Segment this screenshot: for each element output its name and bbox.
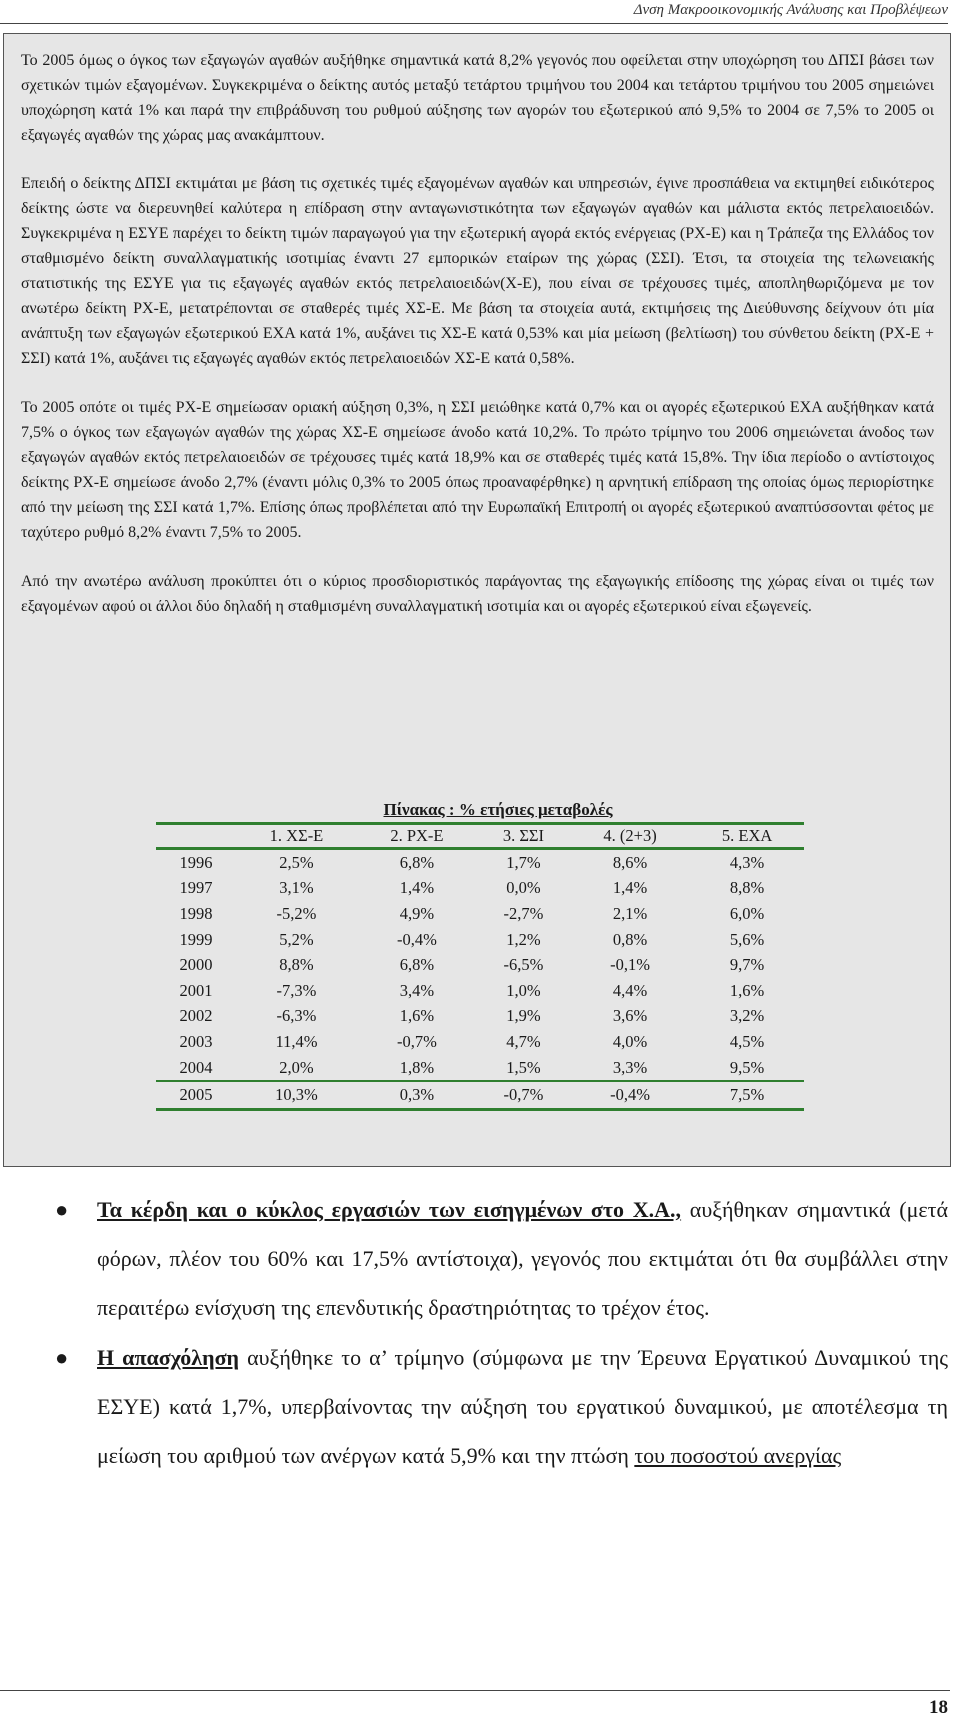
- table-header-cell: 4. (2+3): [603, 826, 657, 845]
- bullet-text: αυξήθηκαν σημαντικά (μετά φόρων, πλέον του 60% και 17,5% αντίστοιχα), γεγονός που εκτιμάται ότι θα συμβάλλει στην περαιτέρω ενίσχυση της επενδυτικής δραστηριότητας το τρέχον έτος.: [97, 1197, 948, 1320]
- table-row: [156, 1081, 804, 1109]
- annual-changes-table: [156, 822, 804, 1111]
- table-cell: -0,1%: [610, 955, 650, 975]
- table-cell: 4,4%: [612, 980, 648, 1000]
- table-cell: 8,8%: [729, 878, 765, 898]
- table-cell: 1,4%: [612, 878, 648, 898]
- bullet-item-employment: [55, 1333, 948, 1480]
- table-year-cell: 1996: [179, 852, 213, 872]
- table-year-cell: 2001: [179, 980, 213, 1000]
- table-cell: 3,3%: [612, 1057, 648, 1077]
- table-year-cell: 2000: [179, 955, 213, 975]
- table-cell: 3,2%: [729, 1006, 765, 1026]
- table-cell: 4,7%: [506, 1031, 541, 1051]
- table-cell: -0,4%: [396, 929, 437, 949]
- table-cell: 5,2%: [279, 929, 314, 949]
- table-row: [156, 876, 804, 902]
- table-cell: -0,7%: [396, 1031, 437, 1051]
- table-row: [156, 978, 804, 1004]
- bullet-list: [55, 1185, 948, 1481]
- table-cell: 7,5%: [729, 1085, 765, 1105]
- table-cell: 1,6%: [399, 1006, 435, 1026]
- table-cell: -6,5%: [503, 955, 544, 975]
- table-cell: 4,9%: [399, 903, 435, 923]
- table-cell: 1,8%: [399, 1057, 435, 1077]
- table-cell: 8,8%: [279, 955, 314, 975]
- footer-divider: [0, 1690, 950, 1691]
- table-cell: 4,5%: [729, 1031, 765, 1051]
- table-cell: 4,0%: [612, 1031, 648, 1051]
- bullet-dot-icon: ●: [55, 1345, 69, 1370]
- page-number: 18: [929, 1697, 948, 1718]
- table-cell: 9,5%: [729, 1057, 765, 1077]
- table-cell: 8,6%: [612, 852, 648, 872]
- table-cell: -0,7%: [503, 1085, 544, 1105]
- table-cell: -7,3%: [276, 980, 317, 1000]
- table-cell: 1,2%: [506, 929, 541, 949]
- table-row: [156, 849, 804, 876]
- table-year-cell: 1998: [179, 903, 213, 923]
- annual-changes-table-block: [156, 798, 804, 1111]
- table-cell: 1,5%: [506, 1057, 541, 1077]
- table-cell: 0,0%: [506, 878, 541, 898]
- table-row: [156, 1029, 804, 1055]
- box-paragraph-1: Το 2005 όμως ο όγκος των εξαγωγών αγαθών αυξήθηκε σημαντικά κατά 8,2% γεγονός που οφείλεται στην υποχώρηση του ΔΠΣΙ βάσει των σχετικών τιμών εξαγομένων. Συγκεκριμένα ο δείκτης αυτός μεταξύ τετάρτου τριμήνου του 2004 και τετάρτου τριμήνου του 2005 σημειώνει υποχώρηση κατά 1% και παρά την επιβράδυνση του ρυθμού αύξησης των αγορών του εξωτερικού από 9,5% το 2004 σε 7,5% το 2005 οι εξαγωγές αγαθών της χώρας μας ανακάμπτουν.: [21, 52, 934, 144]
- table-cell: -5,2%: [276, 903, 317, 923]
- table-cell: 3,1%: [279, 878, 314, 898]
- table-row: [156, 1055, 804, 1082]
- table-cell: 3,4%: [399, 980, 435, 1000]
- table-cell: 6,0%: [729, 903, 765, 923]
- table-cell: 2,0%: [279, 1057, 314, 1077]
- table-cell: -2,7%: [503, 903, 544, 923]
- table-cell: 6,8%: [399, 955, 435, 975]
- bullet-heading: Τα κέρδη και ο κύκλος εργασιών των εισηγμένων στο Χ.Α.,: [97, 1197, 682, 1222]
- table-cell: 5,6%: [729, 929, 765, 949]
- table-cell: 2,1%: [612, 903, 648, 923]
- table-cell: 1,4%: [399, 878, 435, 898]
- bullet-heading: Η απασχόληση: [97, 1345, 240, 1370]
- table-header-cell: 3. ΣΣΙ: [502, 826, 545, 845]
- table-cell: 11,4%: [275, 1031, 318, 1051]
- table-header-cell: 1. ΧΣ-Ε: [269, 826, 324, 845]
- box-paragraph-4: Από την ανωτέρω ανάλυση προκύπτει ότι ο κύριος προσδιοριστικός παράγοντας της εξαγωγικής επίδοσης της χώρας είναι οι τιμές των εξαγομένων αφού οι άλλοι δύο δηλαδή η σταθμισμένη συναλλαγματική ισοτιμία και οι αγορές εξωτερικού είναι εξωγενείς.: [21, 573, 934, 615]
- table-cell: 2,5%: [279, 852, 314, 872]
- table-row: [156, 1004, 804, 1030]
- table-header-cell: 2. ΡΧ-Ε: [390, 826, 444, 845]
- table-year-cell: 1999: [179, 929, 213, 949]
- table-cell: 0,3%: [399, 1085, 435, 1105]
- table-cell: 0,8%: [612, 929, 648, 949]
- header-divider: [0, 23, 948, 24]
- table-header-cell: 5. ΕΧΑ: [721, 826, 773, 845]
- running-header: Δνση Μακροοικονομικής Ανάλυσης και Προβλέψεων: [633, 2, 948, 18]
- table-cell: 4,3%: [729, 852, 765, 872]
- table-header-year: [156, 824, 236, 849]
- table-cell: 1,7%: [506, 852, 541, 872]
- bullet-text: αυξήθηκε το α’ τρίμηνο (σύμφωνα με την Έρευνα Εργατικού Δυναμικού της ΕΣΥΕ) κατά 1,7%, υπερβαίνοντας την αύξηση του εργατικού δυναμικού, με αποτέλεσμα τη μείωση του αριθμού των ανέργων κατά 5,9% και την πτώση: [97, 1345, 948, 1468]
- box-paragraph-3: Το 2005 οπότε οι τιμές ΡΧ-Ε σημείωσαν οριακή αύξηση 0,3%, η ΣΣΙ μειώθηκε κατά 0,7% και οι αγορές εξωτερικού ΕΧΑ αυξήθηκαν κατά 7,5% ο όγκος των εξαγωγών αγαθών της χώρας ΧΣ-Ε σημείωσε άνοδο κατά 10,2%. Το πρώτο τρίμηνο του 2006 σημειώνεται άνοδος των εξαγωγών αγαθών εκτός πετρελαιοειδών σε τρέχουσες τιμές κατά 18,9% και σε σταθερές τιμές κατά 15,8%. Την ίδια περίοδο ο αντίστοιχος δείκτης ΡΧ-Ε σημείωσε άνοδο 2,7% (έναντι μόλις 0,3% το 2005 όπως προαναφέρθηκε) η αρνητική επίδραση της οποίας όμως περιορίστηκε από την μείωση της ΣΣΙ κατά 1,7%. Επίσης όπως προβλέπεται από την Ευρωπαϊκή Επιτροπή οι αγορές εξωτερικού αναπτύσσονται φέτος με ταχύτερο ρυθμό 8,2% έναντι 7,5% το 2005.: [21, 399, 934, 541]
- table-year-cell: 2004: [179, 1057, 213, 1077]
- table-year-cell: 2002: [179, 1006, 213, 1026]
- table-year-cell: 2003: [179, 1031, 213, 1051]
- table-year-cell: 2005: [179, 1085, 213, 1105]
- table-cell: -0,4%: [610, 1085, 650, 1105]
- box-paragraph-2: Επειδή ο δείκτης ΔΠΣΙ εκτιμάται με βάση τις σχετικές τιμές εξαγομένων αγαθών και υπηρεσιών, έγινε προσπάθεια να εκτιμηθεί ειδικότερος δείκτης ώστε να διερευνηθεί καλύτερα η επίδραση στην ανταγωνιστικότητα των εξαγωγών αγαθών και μάλιστα εκτός πετρελαιοειδών. Συγκεκριμένα η ΕΣΥΕ παρέχει το δείκτη τιμών παραγωγού για την εξωτερική αγορά εκτός ενέργειας (ΡΧ-Ε) και η Τράπεζα της Ελλάδος τον σταθμισμένο δείκτη συναλλαγματικής ισοτιμίας έναντι 27 εμπορικών εταίρων της χώρας (ΣΣΙ). Έτσι, τα στοιχεία της τελωνειακής στατιστικής της ΕΣΥΕ για τις εξαγωγές αγαθών εκτός πετρελαιοειδών(Χ-Ε), που είναι σε τρέχουσες τιμές, αποπληθωριζόμενα με τον ανωτέρω δείκτη ΡΧ-Ε, μετατρέπονται σε σταθερές τιμές ΧΣ-Ε. Με βάση τα στοιχεία αυτά, εκτιμήσεις της Διεύθυνσης δείχνουν ότι μία ανάπτυξη των εξαγωγών εξωτερικού ΕΧΑ κατά 1%, αυξάνει τις ΧΣ-Ε κατά 0,53% και μία μείωση (βελτίωση) του σύνθετου δείκτη (ΡΧ-Ε + ΣΣΙ) κατά 1%, αυξάνει τις εξαγωγές αγαθών εκτός πετρελαιοειδών ΧΣ-Ε κατά 0,58%.: [21, 175, 934, 367]
- table-cell: 1,0%: [506, 980, 541, 1000]
- table-cell: 1,9%: [506, 1006, 541, 1026]
- table-year-cell: 1997: [179, 878, 213, 898]
- table-title: Πίνακας : % ετήσιες μεταβολές: [383, 800, 613, 819]
- table-cell: 10,3%: [275, 1085, 318, 1105]
- table-row: [156, 901, 804, 927]
- table-cell: 1,6%: [729, 980, 765, 1000]
- bullet-item-profits: [55, 1185, 948, 1332]
- table-header-row: [156, 824, 804, 849]
- table-row: [156, 927, 804, 953]
- bullet-underlined-tail: του ποσοστού ανεργίας: [634, 1443, 842, 1468]
- table-row: [156, 952, 804, 978]
- table-cell: 6,8%: [399, 852, 435, 872]
- table-cell: 3,6%: [612, 1006, 648, 1026]
- bullet-dot-icon: ●: [55, 1197, 69, 1222]
- table-cell: -6,3%: [276, 1006, 317, 1026]
- table-cell: 9,7%: [729, 955, 765, 975]
